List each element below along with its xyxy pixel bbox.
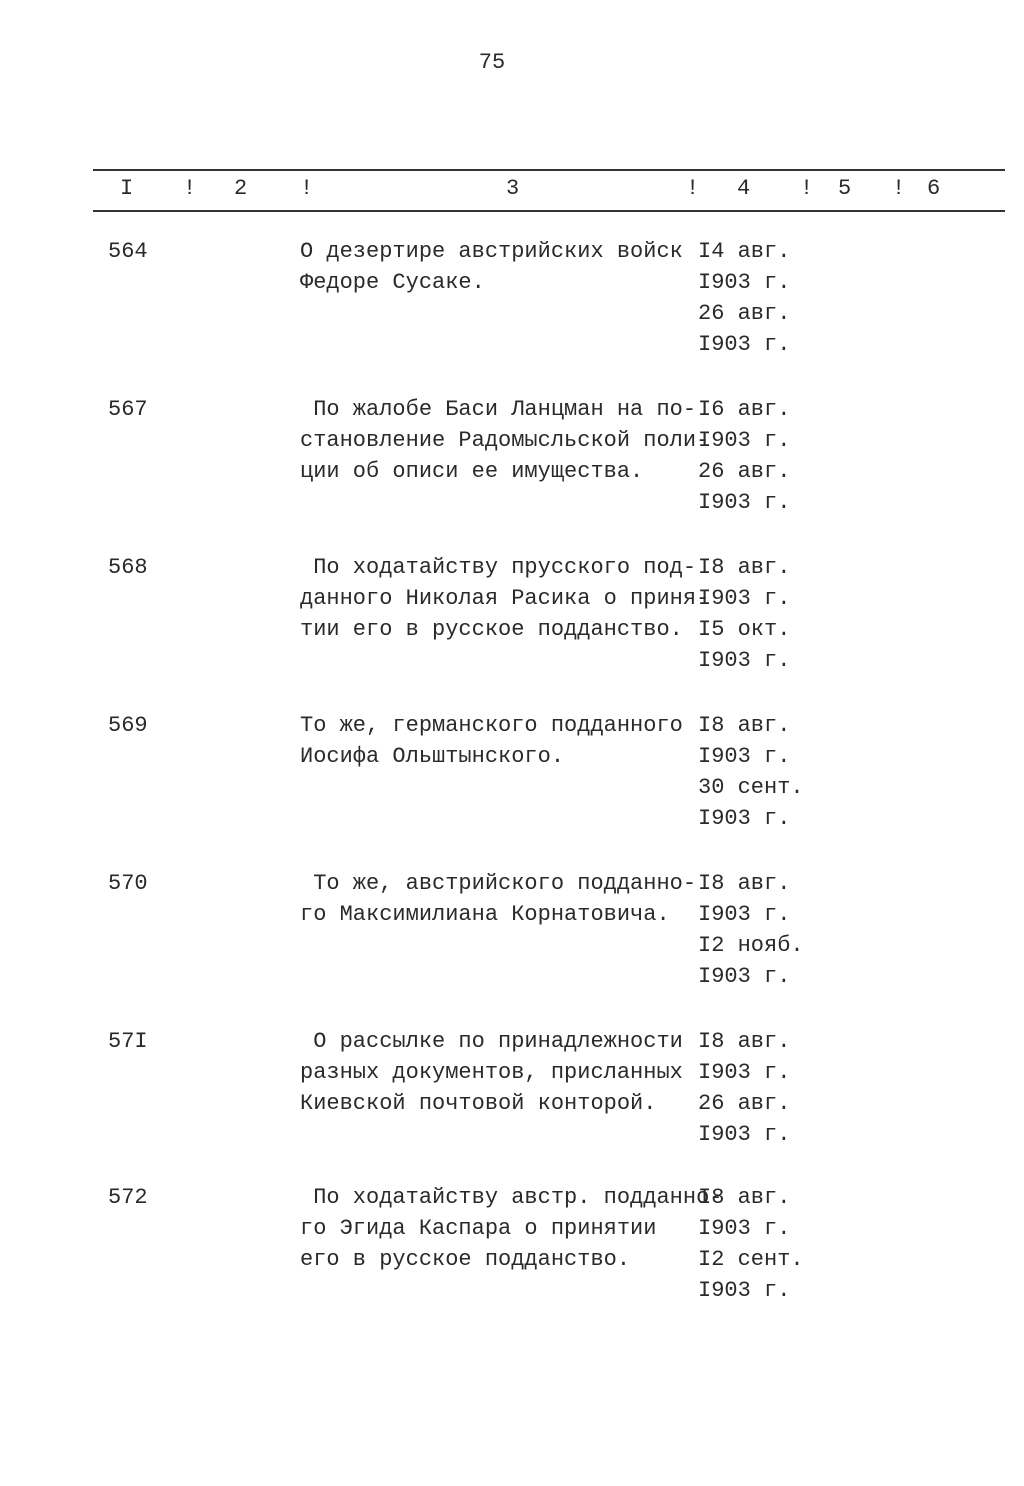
- column-header-6: 6: [927, 176, 941, 201]
- description-line: Киевской почтовой конторой.: [300, 1091, 657, 1116]
- entry-description: [300, 868, 696, 930]
- description-line: его в русское подданство.: [300, 1247, 631, 1272]
- column-header-1: I: [120, 176, 134, 201]
- entry-number: 567: [108, 397, 148, 422]
- entry-dates: [698, 1026, 790, 1150]
- date-line: I8 авг.: [698, 555, 791, 580]
- entry-description: [300, 552, 709, 645]
- description-line: ции об описи ее имущества.: [300, 459, 644, 484]
- date-line: I903 г.: [698, 270, 791, 295]
- column-separator: !: [800, 176, 814, 201]
- date-line: I903 г.: [698, 1060, 791, 1085]
- description-line: О дезертире австрийских войск: [300, 239, 683, 264]
- entry-dates: [698, 868, 804, 992]
- date-line: I2 сент.: [698, 1247, 804, 1272]
- entry-dates: [698, 710, 804, 834]
- entry-number: 569: [108, 713, 148, 738]
- table-header-top-rule: [93, 169, 1005, 171]
- column-separator: !: [183, 176, 197, 201]
- column-header-3: 3: [506, 176, 520, 201]
- entry-dates: [698, 1182, 804, 1306]
- column-separator: !: [892, 176, 906, 201]
- date-line: I903 г.: [698, 902, 791, 927]
- column-header-5: 5: [838, 176, 852, 201]
- entry-number: 568: [108, 555, 148, 580]
- date-line: I903 г.: [698, 428, 791, 453]
- description-line: По ходатайству прусского под-: [300, 555, 697, 580]
- date-line: I903 г.: [698, 964, 791, 989]
- date-line: I8 авг.: [698, 871, 791, 896]
- description-line: Иосифа Ольштынского.: [300, 744, 565, 769]
- entry-description: [300, 1026, 683, 1119]
- date-line: I5 окт.: [698, 617, 791, 642]
- date-line: 26 авг.: [698, 1091, 791, 1116]
- date-line: I903 г.: [698, 648, 791, 673]
- description-line: То же, германского подданного: [300, 713, 683, 738]
- date-line: I903 г.: [698, 1216, 791, 1241]
- date-line: 26 авг.: [698, 459, 791, 484]
- page-number: 75: [478, 50, 506, 75]
- date-line: 30 сент.: [698, 775, 804, 800]
- column-header-4: 4: [737, 176, 751, 201]
- description-line: становление Радомысльской поли-: [300, 428, 710, 453]
- description-line: данного Николая Расика о приня-: [300, 586, 710, 611]
- entry-dates: [698, 236, 790, 360]
- entry-description: [300, 710, 683, 772]
- description-line: По жалобе Баси Ланцман на по-: [300, 397, 697, 422]
- description-line: го Максимилиана Корнатовича.: [300, 902, 670, 927]
- entry-description: [300, 236, 683, 298]
- column-header-2: 2: [234, 176, 248, 201]
- column-separator: !: [300, 176, 314, 201]
- date-line: 26 авг.: [698, 301, 791, 326]
- entry-dates: [698, 394, 790, 518]
- description-line: разных документов, присланных: [300, 1060, 683, 1085]
- date-line: I903 г.: [698, 1278, 791, 1303]
- date-line: I2 нояб.: [698, 933, 804, 958]
- table-header: [0, 176, 1024, 202]
- description-line: го Эгида Каспара о принятии: [300, 1216, 657, 1241]
- date-line: I903 г.: [698, 490, 791, 515]
- column-separator: !: [686, 176, 700, 201]
- description-line: Федоре Сусаке.: [300, 270, 485, 295]
- entry-number: 572: [108, 1185, 148, 1210]
- entry-number: 564: [108, 239, 148, 264]
- description-line: То же, австрийского подданно-: [300, 871, 697, 896]
- date-line: I4 авг.: [698, 239, 791, 264]
- entry-description: [300, 1182, 722, 1275]
- entry-number: 570: [108, 871, 148, 896]
- entry-description: [300, 394, 709, 487]
- description-line: По ходатайству австр. подданно-: [300, 1185, 723, 1210]
- description-line: тии его в русское подданство.: [300, 617, 683, 642]
- date-line: I8 авг.: [698, 1029, 791, 1054]
- entry-number: 57I: [108, 1029, 148, 1054]
- description-line: О рассылке по принадлежности: [300, 1029, 683, 1054]
- date-line: I903 г.: [698, 1122, 791, 1147]
- date-line: I8 авг.: [698, 713, 791, 738]
- date-line: I903 г.: [698, 806, 791, 831]
- table-header-bottom-rule: [93, 210, 1005, 212]
- date-line: I903 г.: [698, 586, 791, 611]
- date-line: I903 г.: [698, 744, 791, 769]
- date-line: I8 авг.: [698, 1185, 791, 1210]
- entry-dates: [698, 552, 790, 676]
- date-line: I903 г.: [698, 332, 791, 357]
- date-line: I6 авг.: [698, 397, 791, 422]
